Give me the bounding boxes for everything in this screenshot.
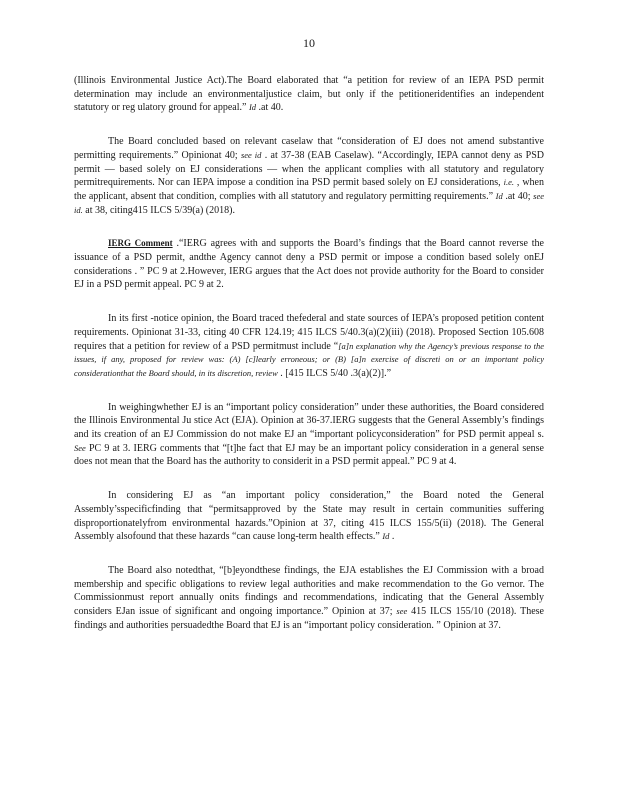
text-run: .“IERG agrees with and supports the Board’s findings that the Board cannot reverse the issuance of a PSD permit, andthe Agency cannot deny a PSD permit or impose a condition based solely onEJ considerations . ” PC 9 at 2.However, IERG argues that the Act does not provide authority for the Board to consider EJ in a PSD permit appeal. PC 9 at 2. [74,238,544,291]
text-run: In weighingwhether EJ is an “important policy consideration” under these authorities, the Board considered the Illinois Environmental Ju stice Act (EJA). Opinion at 36-37.IERG suggests that the General Assembly’s findings and its creation of an EJ Commission do not make EJ an “important policyconsideration” for PSD permit appeal s. [74,401,544,441]
text-run: . at 37-38 (EAB Caselaw). “Accordingly, IEPA cannot deny as PSD permit — based solely on EJ considerations — when the applicant complies with all statutory and regulatory permitrequirements. Nor can IEPA impose a condition ina PSD permit based solely on EJ considerations, [74,149,544,189]
text-run: The Board also notedthat, “[b]eyondthese findings, the EJA establishes the EJ Commission with a broad membership and specific obligations to review legal authorities and make recommendation to the Go vernor. The Commissionmust report annually onits findings and recommendations, indicating that the General Assembly considers EJan issue of significant and ongoing importance.” Opinion at 37; [74,564,544,618]
text-run: In its first -notice opinion, the Board traced thefederal and state sources of IEPA’s proposed petition content requirements. Opinionat 31-33, citing 40 CFR 124.19; 415 ILCS 5/40.3(a)(2)(iii) (2018). Proposed Section 105.608 requires that a petition for review of a PSD permitmust include “ [74,313,544,352]
italic-citation: See [74,442,86,453]
paragraph-1 [74,74,544,115]
italic-citation: i.e. [503,177,514,188]
text-run: PC 9 at 3. IERG comments that “[t]he fact that EJ may be an important policy consideration in a general sense does not mean that the Board has the authority to considerit in a PSD permit appeal.” PC 9 at 4. [74,442,544,468]
text-run: In considering EJ as “an important policy consideration,” the Board noted the General Assembly’sspecificfinding that “permitsapproved by the State may result in certain communities suffering disproportionatelyfrom environmental hazards.”Opinion at 37, citing 415 ILCS 155/5(ii) (2018). The General Assembly alsofound that these hazards “can cause long-term health effects.” [74,490,544,543]
text-run: at 38, citing415 ILCS 5/39(a) (2018). [82,204,235,216]
text-run: .at 40; [502,190,534,202]
paragraph-2 [74,135,544,217]
italic-citation: Id [382,531,390,542]
italic-citation: Id [248,102,257,113]
section-heading: IERG Comment [108,238,173,249]
italic-citation: see id [240,149,262,160]
text-run: . [415 ILCS 5/40 .3(a)(2)].” [277,367,392,379]
paragraph-4 [74,312,544,381]
italic-citation: see [396,606,408,617]
text-run: The Board concluded based on relevant caselaw that “consideration of EJ does not amend substantive permitting requirements.” Opinionat 40; [74,136,544,161]
text-run: .at 40. [256,102,284,114]
paragraph-6 [74,489,544,544]
paragraph-5 [74,401,544,470]
text-run: . [389,531,395,543]
italic-citation: [a]n explanation why the Agency’s previous response to the issues, if any, proposed for review was: (A) [c]learly erroneous; or (B) [a]n exercise of discreti on or an important policy considerationthat the Board should, in its discretion, review [74,340,544,378]
document-body [74,74,544,633]
italic-citation: see id. [74,190,544,215]
paragraph-3 [74,237,544,292]
page-number: 10 [303,36,315,50]
italic-citation: Id [495,190,503,201]
text-run: 415 ILCS 155/10 (2018). These findings and authorities persuadedthe Board that EJ is an “important policy consideration. ” Opinion at 37. [74,606,544,631]
paragraph-7 [74,564,544,633]
text-run: , when the applicant, absent that condition, complies with all statutory and regulatory permitting requirements.” [74,177,544,202]
text-run: (Illinois Environmental Justice Act).The Board elaborated that “a petition for review of an IEPA PSD permit determination may include an environmentaljustice claim, but only if the petitioneridentifies an independent statutory or reg ulatory ground for appeal.” [74,75,544,114]
